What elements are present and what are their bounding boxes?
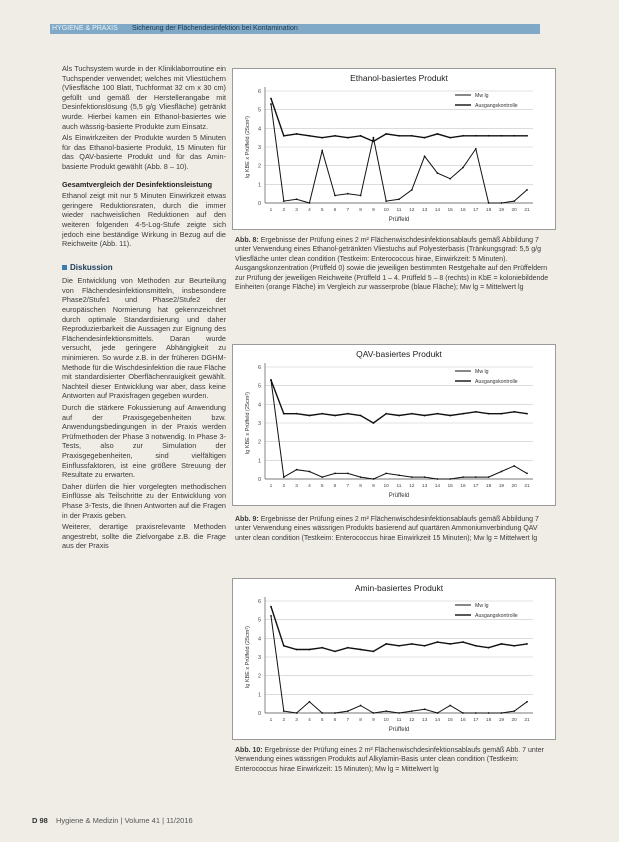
x-tick-label: 3 [295,484,298,489]
caption-label: Abb. 8: [235,237,259,244]
data-point [411,476,413,478]
data-point [411,643,413,645]
data-point [475,476,477,478]
x-tick-label: 6 [333,484,337,489]
caption-text: Ergebnisse der Prüfung eines 2 m² Flächenwischdesinfektionsablaufs gemäß Abbildung 7 unter Verwendung eines Ethanol-getränkten Vliestuchs auf Polyesterbasis (Tränkungsgrad: 5,5 g/g Vliesfläche unter clean condition (Testkeim: Enterococcus hirae, Einwirkzeit: 5 Minuten). Ausgangskonzentration (Prüffeld 0) sowie die jeweiligen bestimmten Restgehalte auf den Prüffeldern zur Prüfung der jeweiligen Reichweite (Prüffeld 1 – 4. Prüffeld 5 – 8 (rechts) in KbE = koloniebildende Einheiten (orange Fläche) im Vergleich zur wasserprobe (blaue Fläche); Mw lg = Mittelwert lg [235,237,549,292]
data-point [373,141,375,143]
x-tick-label: 12 [409,484,415,489]
data-point [513,411,515,413]
x-tick-label: 14 [434,484,441,489]
data-point [398,474,400,476]
paragraph: Als Einwirkzeiten der Produkte wurden 5 Minuten für das Ethanol-basierte Produkt, 15 Minuten für das QAV-basierte Produkt und für das Amin-basierte Produkt gewählt (Abb. 8 – 10). [62,133,226,171]
x-tick-label: 19 [498,484,505,489]
data-point [321,476,323,478]
data-point [398,712,400,714]
x-tick-label: 1 [269,718,273,723]
data-point [334,712,336,714]
data-point [488,413,490,415]
chart-svg [233,579,555,739]
data-point [283,200,285,202]
y-tick-label: 2 [257,673,261,680]
data-point [449,705,451,707]
x-tick-label: 3 [295,718,298,723]
data-point [437,641,439,643]
data-point [449,137,451,139]
y-tick-label: 0 [257,711,261,717]
x-tick-label: 5 [320,208,324,213]
y-tick-label: 0 [257,201,261,207]
data-point [449,178,451,180]
x-tick-label: 19 [498,208,505,213]
x-tick-label: 8 [359,484,362,489]
chart-title: QAV-basiertes Produkt [356,349,442,359]
data-point [373,651,375,653]
x-tick-label: 8 [359,718,362,723]
caption-text: Ergebnisse der Prüfung eines 2 m² Flächenwischdesinfektionsablaufs gemäß Abbildung 7 unter Verwendung eines wässrigen Produkts basierend auf quartären Ammoniumverbindung QAV unter clean condition (Testkeim: Enterococcus hirae Einwirkzeit 15 Minuten); Mw lg = Mittelwert lg [235,516,539,542]
y-tick-label: 4 [257,402,261,409]
data-point [513,135,515,137]
data-point [513,200,515,202]
data-point [475,411,477,413]
x-tick-label: 6 [333,718,337,723]
x-tick-label: 7 [346,208,350,213]
data-point [475,148,477,150]
data-point [283,413,285,415]
x-tick-label: 17 [473,718,479,723]
data-point [296,469,298,471]
data-point [373,712,375,714]
caption-text: Ergebnisse der Prüfung eines 2 m² Flächenwischdesinfektionsablaufs gemäß Abb. 7 unter Verwendung eines wässrigen Produkts auf Alkylamin-Basis unter clean condition (Testkeim: Enterococcus hirae Einwirkzeit: 15 Minuten); Mw lg = Mittelwert lg [235,747,544,773]
x-axis-label: Prüffeld [388,217,410,223]
data-point [296,198,298,200]
x-tick-label: 15 [447,484,453,489]
data-point [411,710,413,712]
data-point [462,476,464,478]
data-point [475,712,477,714]
x-tick-label: 2 [282,718,286,723]
subheading: Gesamtvergleich der Desinfektionsleistung [62,179,213,189]
article-running-title: Sicherung der Flächendesinfektion bei Kontamination [132,25,298,32]
data-point [424,415,426,417]
data-point [360,195,362,197]
data-point [488,476,490,478]
data-point [475,135,477,137]
data-point [475,645,477,647]
x-tick-label: 20 [511,208,517,213]
data-point [526,413,528,415]
data-point [270,103,272,105]
x-tick-label: 11 [396,484,402,489]
x-tick-label: 2 [282,208,286,213]
x-tick-label: 21 [524,484,530,489]
data-point [411,135,413,137]
y-tick-label: 5 [257,107,261,114]
x-tick-label: 4 [308,208,311,213]
data-point [296,712,298,714]
x-tick-label: 13 [421,484,428,489]
data-point [321,150,323,152]
chart-svg [233,345,555,505]
data-point [334,135,336,137]
legend-label: Mw lg [475,603,489,609]
data-point [296,133,298,135]
data-point [488,135,490,137]
data-point [270,98,272,100]
page-number: D 98 [32,816,48,825]
paragraph: Weiterer, derartige praxisrelevante Methoden angestrebt, sollte die Zielvorgabe z.B. die Frage aus der Praxis [62,522,226,551]
data-point [398,135,400,137]
data-point [462,413,464,415]
x-tick-label: 14 [434,208,441,213]
x-tick-label: 21 [524,718,530,723]
y-tick-label: 1 [257,692,261,699]
series-line-1 [271,104,527,203]
data-point [283,135,285,137]
legend-label: Mw lg [475,369,489,375]
data-point [321,413,323,415]
x-tick-label: 16 [460,484,466,489]
x-tick-label: 14 [434,718,441,723]
data-point [526,189,528,191]
data-point [424,645,426,647]
data-point [360,705,362,707]
section-heading [62,263,226,273]
data-point [321,712,323,714]
paragraph: Daher dürfen die hier vorgelegten methodischen Einflüsse als Teilschritte zu der Entwicklung von Phase 3-Tests, die Ihnen Antworten auf die Fragen in der Praxis geben. [62,481,226,520]
x-tick-label: 1 [269,208,273,213]
data-point [296,413,298,415]
y-tick-label: 4 [257,126,261,133]
caption-label: Abb. 10: [235,747,263,754]
x-tick-label: 1 [269,484,273,489]
data-point [373,137,375,139]
data-point [270,615,272,617]
y-axis-label: lg KBE x Prüffeld (25cm²) [245,626,251,688]
data-point [283,710,285,712]
data-point [488,202,490,204]
data-point [334,473,336,475]
data-point [526,473,528,475]
x-tick-label: 18 [485,718,492,723]
data-point [385,473,387,475]
data-point [385,643,387,645]
data-point [373,422,375,424]
x-tick-label: 16 [460,718,466,723]
x-tick-label: 5 [320,484,324,489]
x-tick-label: 9 [372,718,375,723]
data-point [424,708,426,710]
x-axis-label: Prüffeld [388,727,410,733]
data-point [526,643,528,645]
data-point [360,649,362,651]
legend-label: Ausgangskontrolle [475,103,518,109]
y-tick-label: 2 [257,439,261,446]
data-point [360,415,362,417]
data-point [449,643,451,645]
data-point [373,478,375,480]
data-point [437,478,439,480]
data-point [462,167,464,169]
data-point [347,710,349,712]
y-tick-label: 4 [257,636,261,643]
x-tick-label: 12 [409,718,415,723]
x-tick-label: 15 [447,718,453,723]
x-tick-label: 7 [346,484,350,489]
paragraph: Die Entwicklung von Methoden zur Beurteilung von Flächendesinfektionsmitteln, insbesondere Phase2/Stufe1 und Phase2/Stufe2 der europäischen Normierung hat gekennzeichnet durch optimale Standardisierung und daher Reproduzierbarkeit die Aussagen zur Eignung des Flächendesinfektionsmittels. Daran wurde versucht, jede geringere Abhängigkeit zu minimieren. So wurde z.B. in der früheren DGHM-Methode für die Wischdesinfektion die raue Fläche mit standardisierter Oberflächenrauigkeit gewählt. Nachteil dieser Entwicklung war aber, dass keine Antworten auf Praxisfragen gegeben wurden. [62,276,226,401]
data-point [270,606,272,608]
x-tick-label: 13 [421,718,428,723]
x-axis-label: Prüffeld [388,493,410,499]
square-bullet-icon [62,265,67,270]
data-point [309,471,311,473]
data-point [347,137,349,139]
x-tick-label: 20 [511,718,517,723]
data-point [347,413,349,415]
x-tick-label: 13 [421,208,428,213]
x-tick-label: 18 [485,208,492,213]
data-point [501,471,503,473]
y-tick-label: 3 [257,655,261,661]
data-point [437,172,439,174]
data-point [398,198,400,200]
series-line-1 [271,616,527,713]
data-point [385,200,387,202]
data-point [309,202,311,204]
x-tick-label: 10 [383,484,389,489]
left-text-column [62,64,226,553]
data-point [488,712,490,714]
series-line-2 [271,380,527,423]
y-tick-label: 1 [257,458,261,465]
legend-label: Ausgangskontrolle [475,379,518,385]
figure-caption [235,236,555,292]
data-point [334,651,336,653]
data-point [309,135,311,137]
data-point [462,641,464,643]
x-tick-label: 5 [320,718,324,723]
x-tick-label: 10 [383,718,389,723]
x-tick-label: 11 [396,718,402,723]
y-tick-label: 3 [257,421,261,427]
x-tick-label: 9 [372,208,375,213]
x-tick-label: 7 [346,718,350,723]
y-axis-label: lg KBE x Prüffeld (25cm²) [245,116,251,178]
y-tick-label: 5 [257,383,261,390]
paragraph: Ethanol zeigt mit nur 5 Minuten Einwirkzeit etwas geringere Reduktionsraten, durch die immer wieder nachweislichen Reduktionen auf den weiteren folgenden 4-5-Log-Stufe zeigte sich jedoch eine beständige Wirkung in Bezug auf die Reichweite (Abb. 11). [62,191,226,249]
x-tick-label: 9 [372,484,375,489]
data-point [283,476,285,478]
data-point [360,476,362,478]
x-tick-label: 17 [473,484,479,489]
data-point [334,415,336,417]
chart-qav [232,344,556,506]
data-point [424,155,426,157]
data-point [501,202,503,204]
data-point [513,710,515,712]
data-point [360,135,362,137]
data-point [513,465,515,467]
legend-label: Ausgangskontrolle [475,613,518,619]
data-point [501,712,503,714]
legend-label: Mw lg [475,93,489,99]
x-tick-label: 18 [485,484,492,489]
data-point [501,413,503,415]
data-point [347,473,349,475]
series-line-1 [271,380,527,479]
y-tick-label: 2 [257,163,261,170]
data-point [424,137,426,139]
data-point [526,135,528,137]
data-point [488,647,490,649]
data-point [296,649,298,651]
data-point [309,701,311,703]
data-point [526,701,528,703]
data-point [424,476,426,478]
x-tick-label: 16 [460,208,466,213]
page-footer [32,816,193,825]
figure-caption [235,515,555,543]
paragraph: Durch die stärkere Fokussierung auf Anwendung auf der Praxisgegebenheiten bzw. Anwendungsbedingungen in der Praxis werden Prüfmethoden der Phase 3 notwendig. In Phase 3-Tests, also zur Simulation der Praxisgegebenheiten, sind vielfältigen Einflussfaktoren, ist eine größere Streuung der Resultate zu erwarten. [62,403,226,480]
journal-info: Hygiene & Medizin | Volume 41 | 11/2016 [55,816,193,825]
x-tick-label: 8 [359,208,362,213]
chart-svg [233,69,555,229]
caption-label: Abb. 9: [235,516,259,523]
x-tick-label: 4 [308,484,311,489]
x-tick-label: 20 [511,484,517,489]
data-point [449,415,451,417]
x-tick-label: 15 [447,208,453,213]
x-tick-label: 10 [383,208,389,213]
figure-caption [235,746,555,774]
y-tick-label: 6 [257,599,261,605]
data-point [449,478,451,480]
data-point [309,415,311,417]
x-tick-label: 19 [498,718,505,723]
data-point [334,195,336,197]
section-tag: HYGIENE & PRAXIS [52,25,118,32]
data-point [283,645,285,647]
data-point [270,379,272,381]
y-tick-label: 6 [257,89,261,95]
data-point [501,135,503,137]
x-tick-label: 21 [524,208,530,213]
data-point [462,135,464,137]
data-point [321,137,323,139]
chart-ethanol [232,68,556,230]
data-point [437,712,439,714]
data-point [385,133,387,135]
data-point [321,647,323,649]
data-point [398,645,400,647]
data-point [309,649,311,651]
x-tick-label: 12 [409,208,415,213]
data-point [513,645,515,647]
x-tick-label: 4 [308,718,311,723]
journal-header-bar [50,24,540,34]
x-tick-label: 2 [282,484,286,489]
data-point [501,643,503,645]
y-tick-label: 3 [257,145,261,151]
y-tick-label: 0 [257,477,261,483]
chart-amin [232,578,556,740]
data-point [411,189,413,191]
paragraph: Als Tuchsystem wurde in der Kliniklaborroutine ein Tuchspender verwendet; welches mit Vliestüchern (Vliesfläche 100 Blatt, Tuchformat 32 cm x 30 cm) gefüllt und gemäß der Herstellerangabe mit Desinfektionslösung (5,5 g/g Vliesfläche) getränkt wurde. Hierbei kamen ein Ethanol-basiertes wie auch wässrig-basierte Produkte zum Einsatz. [62,64,226,131]
data-point [385,413,387,415]
data-point [437,133,439,135]
y-tick-label: 1 [257,182,261,189]
chart-title: Ethanol-basiertes Produkt [350,73,448,83]
data-point [347,647,349,649]
chart-title: Amin-basiertes Produkt [354,583,444,593]
data-point [385,710,387,712]
data-point [347,193,349,195]
y-tick-label: 5 [257,617,261,624]
x-tick-label: 6 [333,208,337,213]
x-tick-label: 11 [396,208,402,213]
y-axis-label: lg KBE x Prüffeld (25cm²) [245,392,251,454]
data-point [437,413,439,415]
data-point [411,413,413,415]
x-tick-label: 17 [473,208,479,213]
data-point [462,712,464,714]
section-heading-label: Diskussion [70,262,113,272]
x-tick-label: 3 [295,208,298,213]
y-tick-label: 6 [257,365,261,371]
data-point [398,415,400,417]
